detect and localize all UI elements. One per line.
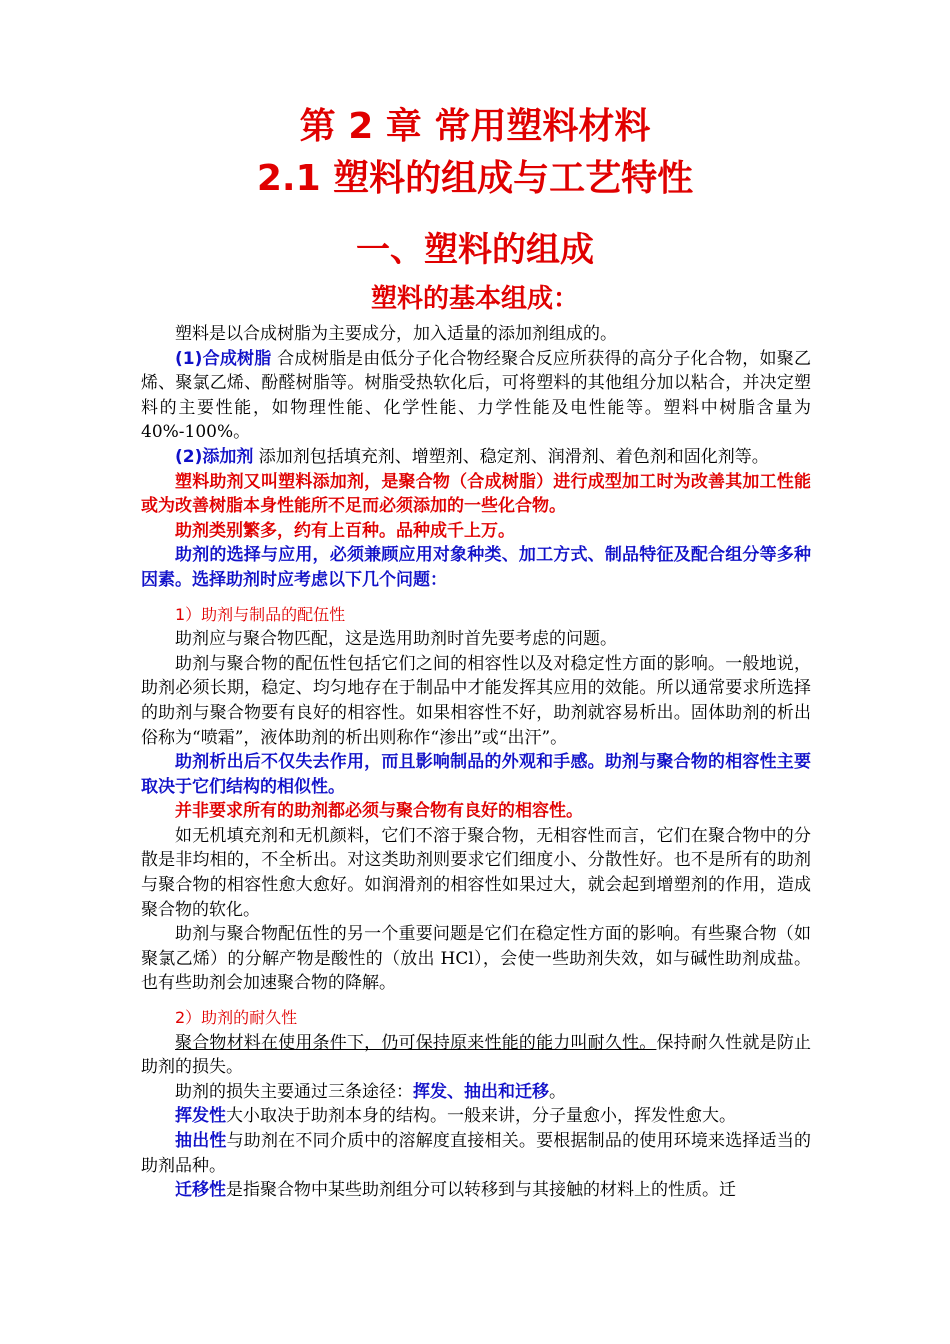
volatility-text: 大小取决于助剂本身的结构。一般来讲，分子量愈小，挥发性愈大。 [226,1106,736,1127]
part-heading: 一、塑料的组成 [356,230,594,270]
resin-label: (1)合成树脂 [175,348,272,369]
section-1-heading: 1）助剂与制品的配伍性 [175,604,346,624]
section-title: 2.1 塑料的组成与工艺特性 [256,158,694,199]
volatility-label: 挥发性 [175,1106,226,1127]
loss-text: 助剂的损失主要通过三条途径： [175,1081,413,1102]
durability-definition: 聚合物材料在使用条件下，仍可保持原来性能的能力叫耐久性。 [175,1032,657,1053]
additive-label: (2)添加剂 [175,446,254,467]
section-2-heading: 2）助剂的耐久性 [175,1008,298,1028]
extraction-text: 与助剂在不同介质中的溶解度直接相关。要根据制品的使用环境来选择适当的助剂品种。 [141,1131,812,1176]
additive-definition: 塑料助剂又叫塑料添加剂，是聚合物（合成树脂）进行成型加工时为改善其加工性能或为改善树脂本身性能所不足而必须添加的一些化合物。 [141,471,811,517]
s1-paragraph-4: 助剂与聚合物配伍性的另一个重要问题是它们在稳定性方面的影响。有些聚合物（如聚氯乙烯）的分解产物是酸性的（放出 HCl），会使一些助剂失效，如与碱性助剂成盐。也有些助剂会加速聚合物的降解。 [141,924,811,994]
intro-paragraph: 塑料是以合成树脂为主要成分，加入适量的添加剂组成的。 [175,324,617,344]
additive-paragraph [141,445,811,470]
extraction-paragraph [141,1129,811,1178]
document-body [141,322,811,1203]
chapter-title: 第 2 章 常用塑料材料 [299,106,651,147]
s1-paragraph-3: 如无机填充剂和无机颜料，它们不溶于聚合物，无相容性而言，它们在聚合物中的分散是非均相的，不全析出。对这类助剂则要求它们细度小、分散性好。也不是所有的助剂与聚合物的相容性愈大愈好。如润滑剂的相容性如果过大，就会起到增塑剂的作用，造成聚合物的软化。 [141,825,811,920]
s2-loss-paragraph [141,1080,811,1105]
migration-text: 是指聚合物中某些助剂组分可以转移到与其接触的材料上的性质。迁 [226,1180,736,1201]
loss-routes: 挥发、抽出和迁移 [413,1081,549,1102]
s1-red-paragraph: 并非要求所有的助剂都必须与聚合物有良好的相容性。 [175,801,583,822]
s2-durability-paragraph [141,1031,811,1080]
migration-label: 迁移性 [175,1180,226,1201]
resin-paragraph [141,347,811,445]
durability-rest: 保持耐久性就是防止助剂的损失。 [141,1032,812,1078]
subpart-heading: 塑料的基本组成： [370,284,579,314]
s1-blue-paragraph: 助剂析出后不仅失去作用，而且影响制品的外观和手感。助剂与聚合物的相容性主要取决于它们结构的相似性。 [141,752,811,797]
s1-paragraph-1: 助剂应与聚合物匹配，这是选用助剂时首先要考虑的问题。 [175,629,617,650]
additive-selection: 助剂的选择与应用，必须兼顾应用对象种类、加工方式、制品特征及配合组分等多种因素。选择助剂时应考虑以下几个问题： [141,545,811,590]
loss-end: 。 [549,1081,566,1102]
migration-paragraph [141,1178,811,1203]
additive-variety: 助剂类别繁多，约有上百种。品种成千上万。 [175,520,515,541]
volatility-paragraph [141,1104,811,1129]
extraction-label: 抽出性 [175,1131,227,1151]
additive-text: 添加剂包括填充剂、增塑剂、稳定剂、润滑剂、着色剂和固化剂等。 [253,446,769,467]
resin-text: 合成树脂是由低分子化合物经聚合反应所获得的高分子化合物，如聚乙烯、聚氯乙烯、酚醛树脂等。树脂受热软化后，可将塑料的其他组分加以粘合，并决定塑料的主要性能，如物理性能、化学性能、力学性能及电性能等。塑料中树脂含量为 40%-100%。 [141,348,811,443]
s1-paragraph-2: 助剂与聚合物的配伍性包括它们之间的相容性以及对稳定性方面的影响。一般地说，助剂必须长期，稳定、均匀地存在于制品中才能发挥其应用的效能。所以通常要求所选择的助剂与聚合物要有良好的相容性。如果相容性不好，助剂就容易析出。固体助剂的析出俗称为“喷霜”，液体助剂的析出则称作“渗出”或“出汗”。 [141,653,811,748]
